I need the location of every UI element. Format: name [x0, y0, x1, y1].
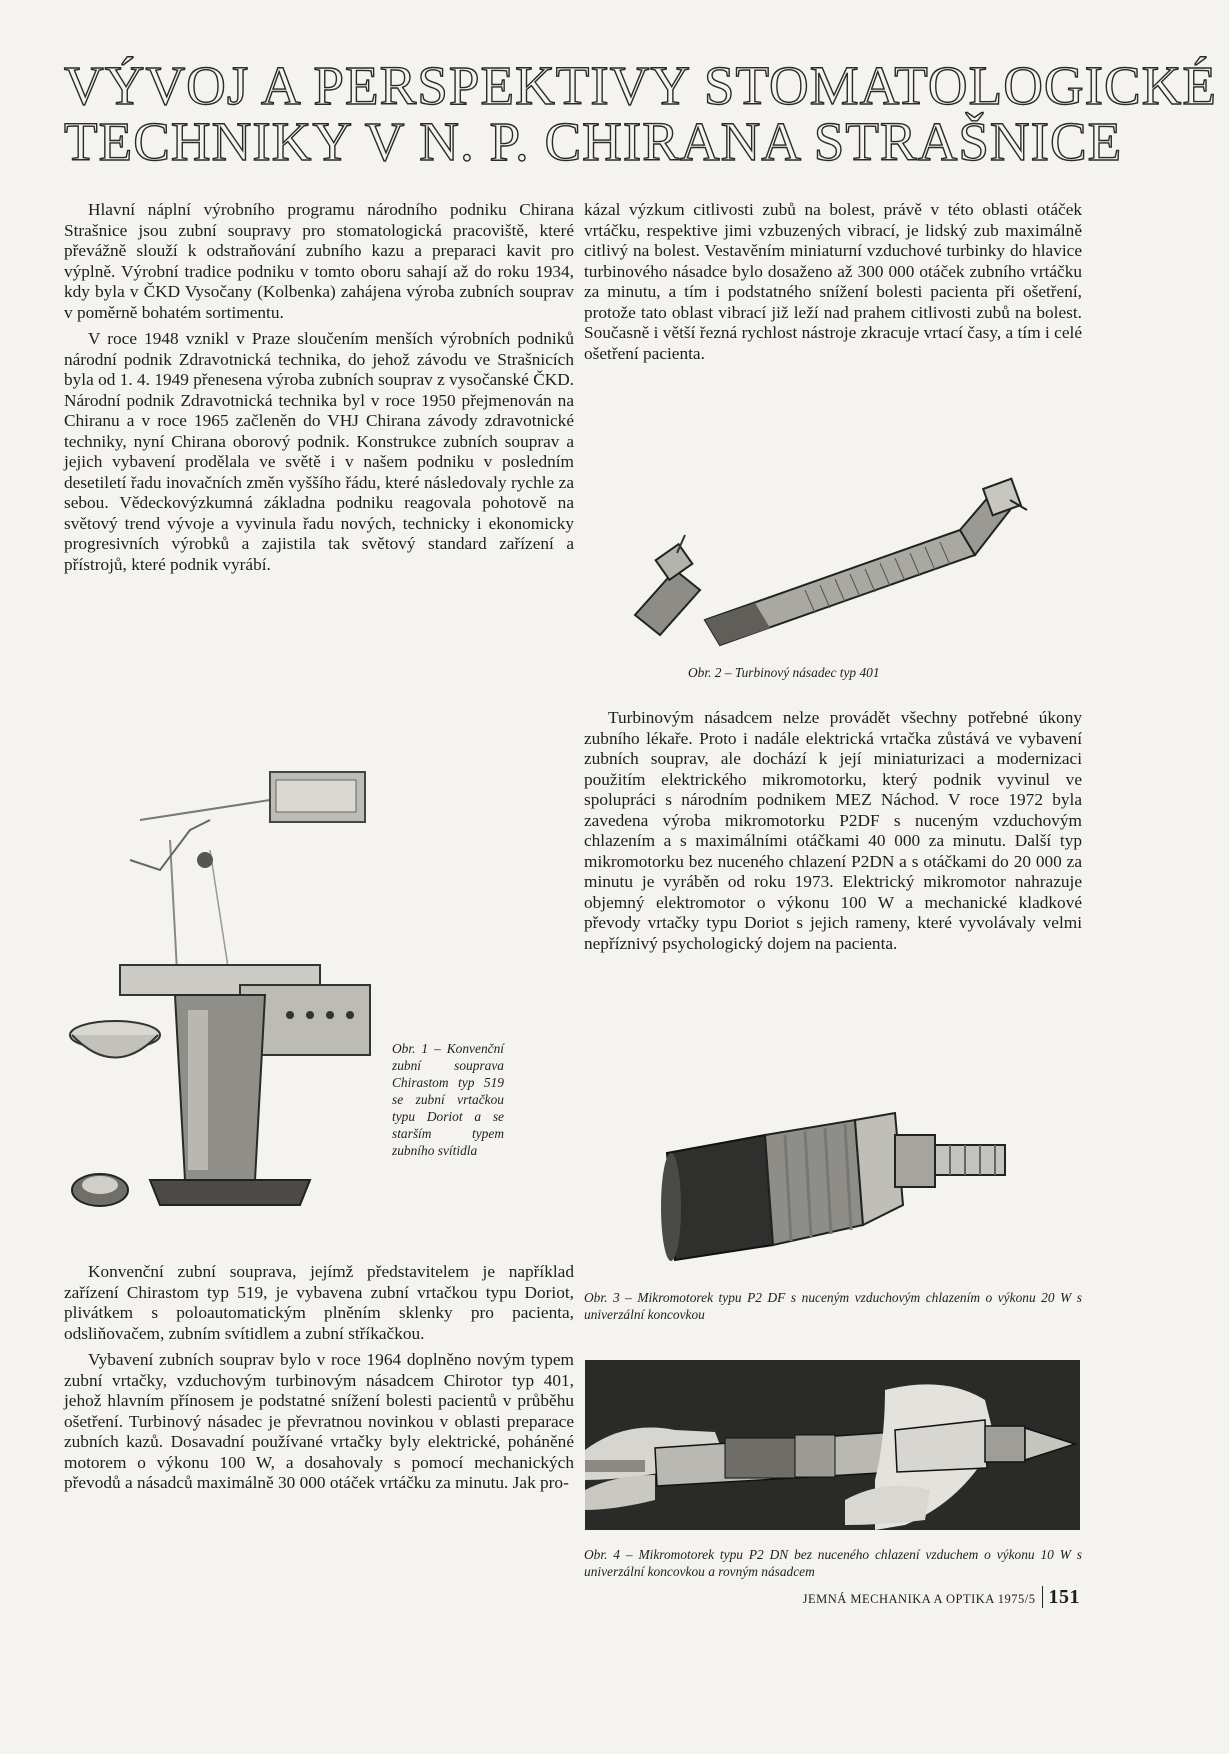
paragraph: Konvenční zubní souprava, jejímž představitelem je například zařízení Chirastom typ 519, je vybavena zubní vrtačkou typu Doriot, plivátkem s poloautomatickým plněním sklenky pro pacienta, odsliňovačem, zubním svítidlem a zubní stříkačkou. [64, 1262, 574, 1343]
figure-1-dental-unit-photo [60, 760, 380, 1220]
figure-2-turbine-handpiece-photo [615, 455, 1045, 655]
paragraph: Turbinovým násadcem nelze provádět všechny potřebné úkony zubního lékaře. Proto i nadále elektrická vrtačka zůstává ve vybavení zubních souprav, ale dochází k její miniaturizaci a modernizaci použitím elektrického mikromotorku, který podnik vyvinul ve spolupráci s národním podnikem MEZ Náchod. V roce 1972 byla zavedena výroba mikromotorku P2DF s nuceným vzduchovým chlazením a s maximálními otáčkami 40 000 za minutu. Další typ mikromotorku bez nuceného chlazení P2DN a s otáčkami do 20 000 za minutu je vyráběn od roku 1973. Elektrický mikromotor nahrazuje objemný elektromotor o výkonu 100 W a mechanické kladkové převody vrtačky typu Doriot s jejich rameny, které vyvolávaly velmi nepříznivý psychologický dojem na pacienta. [584, 708, 1082, 953]
right-column-text [584, 200, 1082, 364]
paragraph: V roce 1948 vznikl v Praze sloučením menších výrobních podniků národní podnik Zdravotnická technika, do jehož závodu ve Strašnicích byla od 1. 4. 1949 přenesena výroba zubních souprav z vysočanské ČKD. Národní podnik Zdravotnická technika byl v roce 1950 přejmenován na Chiranu a v roce 1965 začleněn do VHJ Chirana závody zdravotnické techniky, nyní Chirana oborový podnik. Konstrukce zubních souprav a jejich vybavení prodělala ve světě i v našem podniku v posledním desetiletí řadu inovačních změn vyššího řádu, které následovaly rychle za sebou. Vědeckovýzkumná základna podniku reagovala pohotově na světový trend vývoje a vyvinula řadu nových, technicky i ekonomicky progresivních výrobků a zajistila tak světový standard zařízení a přístrojů, které podnik vyrábí. [64, 329, 574, 574]
figure-2-caption: Obr. 2 – Turbinový násadec typ 401 [688, 665, 880, 680]
figure-4-caption: Obr. 4 – Mikromotorek typu P2 DN bez nuceného chlazení vzduchem o výkonu 10 W s univerzální koncovkou a rovným násadcem [584, 1547, 1082, 1579]
paragraph: Vybavení zubních souprav bylo v roce 1964 doplněno novým typem zubní vrtačky, vzduchovým turbinovým násadcem Chirotor typ 401, jehož hlavním přínosem je podstatné snížení bolesti pacientů v průběhu ošetření. Turbinový násadec je převratnou novinkou v oblasti preparace zubních kazů. Dosavadní používané vrtačky byly elektrické, poháněné motorem o výkonu 100 W, a dosahovaly s pomocí mechanických převodů a násadců maximálně 30 000 otáček vrtáčku za minutu. Jak pro- [64, 1350, 574, 1492]
title-line-2: TECHNIKY V N. P. CHIRANA STRAŠNICE [64, 111, 1123, 172]
figure-4-micromotor-in-hands-photo [585, 1360, 1080, 1530]
paragraph: Hlavní náplní výrobního programu národního podniku Chirana Strašnice jsou zubní soupravy pro stomatologická pracoviště, které převážně slouží k odstraňování zubního kazu a preparaci kavit pro výplně. Výrobní tradice podniku v tomto oboru sahají až do roku 1934, kdy byla v ČKD Vysočany (Kolbenka) zahájena výroba zubních souprav v poměrně bohatém sortimentu. [64, 200, 574, 322]
right-middle-text [584, 708, 1082, 954]
page-footer [740, 1586, 1080, 1609]
paragraph: kázal výzkum citlivosti zubů na bolest, právě v této oblasti otáček vrtáčku, respektive jimi vzbuzených vibrací, je lidský zub maximálně citlivý na bolest. Vestavěním miniaturní vzduchové turbinky do hlavice turbinového násadce bylo dosaženo až 300 000 otáček zubního vrtáčku za minutu, a tím i podstatného snížení bolesti pacienta při ošetření, protože tato oblast vibrací již leží nad prahem citlivosti zubů na bolest. Současně i větší řezná rychlost nástroje zkracuje vrtací časy, a tím i celé ošetření pacienta. [584, 200, 1082, 363]
left-column-text [64, 200, 574, 575]
figure-1-caption: Obr. 1 – Konvenční zubní souprava Chirastom typ 519 se zubní vrtačkou typu Doriot a se starším typem zubního svítidla [392, 1041, 504, 1158]
figure-3-caption: Obr. 3 – Mikromotorek typu P2 DF s nuceným vzduchovým chlazením o výkonu 20 W s univerzální koncovkou [584, 1290, 1082, 1322]
title-line-1: VÝVOJ A PERSPEKTIVY STOMATOLOGICKÉ [64, 55, 1217, 116]
journal-name: JEMNÁ MECHANIKA A OPTIKA 1975/5 [802, 1592, 1036, 1606]
figure-3-micromotor-photo [655, 1095, 1015, 1270]
bottom-left-text [64, 1262, 574, 1494]
article-title [64, 55, 1217, 172]
page-number: 151 [1042, 1586, 1081, 1608]
